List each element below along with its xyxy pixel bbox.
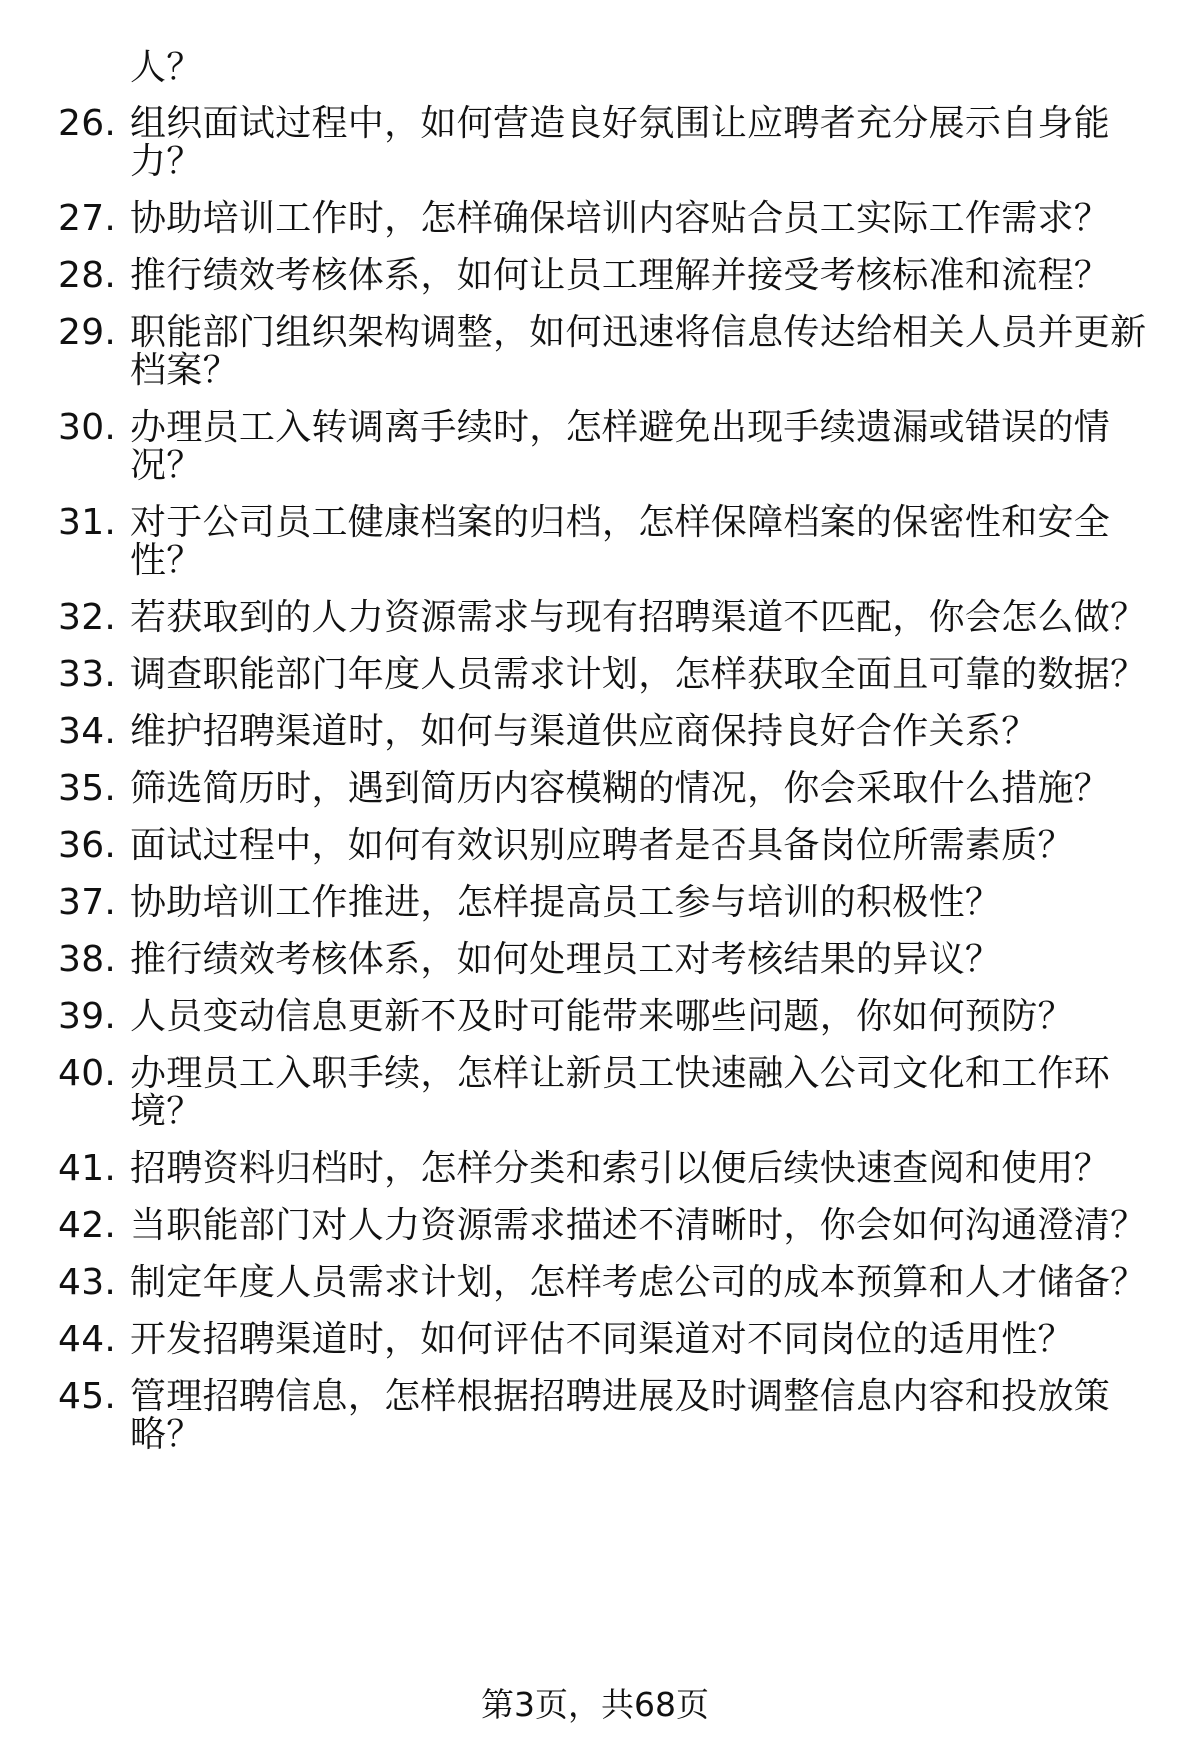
question-number: 44. (58, 1319, 117, 1360)
question-number: 26. (58, 103, 117, 144)
question-number: 28. (58, 255, 117, 296)
question-text-line: 若获取到的人力资源需求与现有招聘渠道不匹配，你会怎么做？ (130, 597, 1147, 638)
question-text-line: 况？ (130, 445, 203, 486)
question-text-line: 人员变动信息更新不及时可能带来哪些问题，你如何预防？ (130, 996, 1074, 1037)
question-number: 34. (58, 711, 117, 752)
question-text-line: 对于公司员工健康档案的归档，怎样保障档案的保密性和安全 (130, 502, 1111, 543)
question-number: 39. (58, 996, 117, 1037)
question-text-line: 当职能部门对人力资源需求描述不清晰时，你会如何沟通澄清？ (130, 1205, 1147, 1246)
question-number: 27. (58, 198, 117, 239)
question-text-line: 组织面试过程中，如何营造良好氛围让应聘者充分展示自身能 (130, 103, 1111, 144)
question-text-line: 协助培训工作时，怎样确保培训内容贴合员工实际工作需求？ (130, 198, 1111, 239)
question-number: 42. (58, 1205, 117, 1246)
question-number: 40. (58, 1053, 117, 1094)
question-text-line: 面试过程中，如何有效识别应聘者是否具备岗位所需素质？ (130, 825, 1074, 866)
question-number: 43. (58, 1262, 117, 1303)
question-number: 36. (58, 825, 117, 866)
question-text-line: 档案？ (130, 350, 239, 391)
question-number: 41. (58, 1148, 117, 1189)
page-footer: 第3页，共68页 (481, 1685, 709, 1724)
question-text-line: 人？ (130, 47, 203, 88)
question-text-line: 力？ (130, 141, 203, 182)
question-number: 31. (58, 502, 117, 543)
question-number: 29. (58, 312, 117, 353)
question-number: 38. (58, 939, 117, 980)
question-text-line: 性？ (130, 540, 203, 581)
question-text-line: 调查职能部门年度人员需求计划，怎样获取全面且可靠的数据？ (130, 654, 1147, 695)
question-text-line: 制定年度人员需求计划，怎样考虑公司的成本预算和人才储备？ (130, 1262, 1147, 1303)
question-text-line: 推行绩效考核体系，如何让员工理解并接受考核标准和流程？ (130, 255, 1111, 296)
question-number: 32. (58, 597, 117, 638)
question-number: 33. (58, 654, 117, 695)
question-text-line: 维护招聘渠道时，如何与渠道供应商保持良好合作关系？ (130, 711, 1038, 752)
question-text-line: 办理员工入转调离手续时，怎样避免出现手续遗漏或错误的情 (130, 407, 1111, 448)
question-number: 30. (58, 407, 117, 448)
question-number: 35. (58, 768, 117, 809)
question-text-line: 职能部门组织架构调整，如何迅速将信息传达给相关人员并更新 (130, 312, 1147, 353)
question-text-line: 办理员工入职手续，怎样让新员工快速融入公司文化和工作环 (130, 1053, 1111, 1094)
question-number: 37. (58, 882, 117, 923)
question-text-line: 筛选简历时，遇到简历内容模糊的情况，你会采取什么措施？ (130, 768, 1111, 809)
question-text-line: 管理招聘信息，怎样根据招聘进展及时调整信息内容和投放策 (130, 1376, 1111, 1417)
question-text-line: 开发招聘渠道时，如何评估不同渠道对不同岗位的适用性？ (130, 1319, 1074, 1360)
question-text-line: 招聘资料归档时，怎样分类和索引以便后续快速查阅和使用？ (130, 1148, 1111, 1189)
question-text-line: 推行绩效考核体系，如何处理员工对考核结果的异议？ (130, 939, 1002, 980)
question-number: 45. (58, 1376, 117, 1417)
question-text-line: 略？ (130, 1414, 203, 1455)
question-text-line: 境？ (130, 1091, 203, 1132)
question-text-line: 协助培训工作推进，怎样提高员工参与培训的积极性？ (130, 882, 1002, 923)
